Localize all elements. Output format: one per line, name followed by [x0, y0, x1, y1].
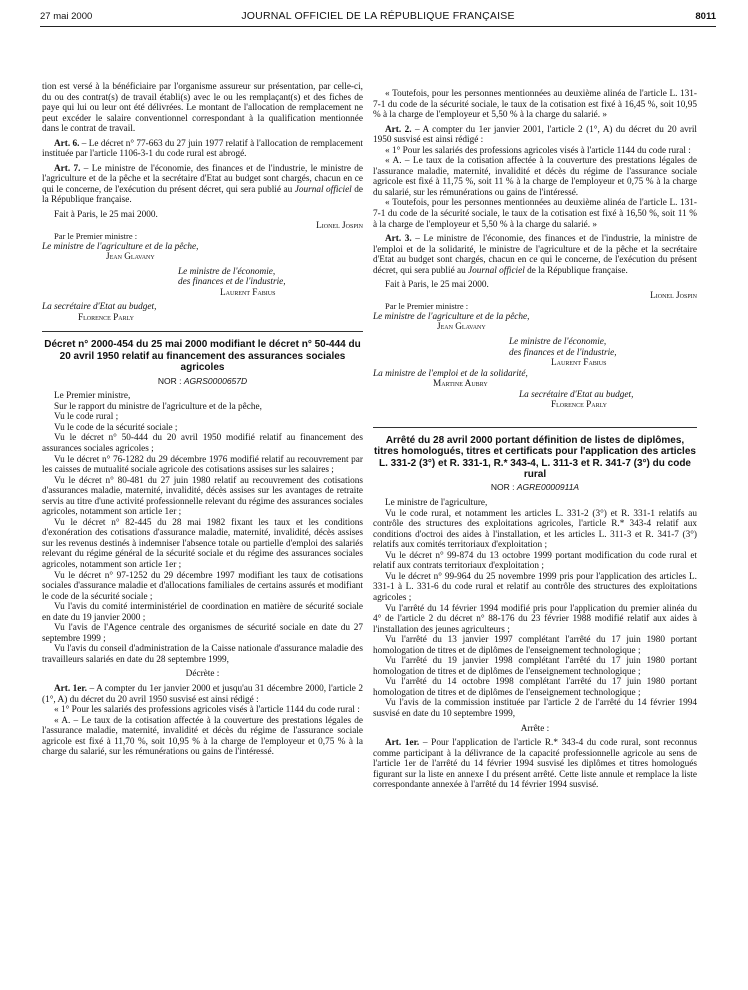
preamble-line: Vu l'avis de la commission instituée par l'article 2 de l'arrêté du 14 février 1994 susvisé en date du 10 septembre 1999,	[373, 698, 697, 719]
fait-a-paris: Fait à Paris, le 25 mai 2000.	[54, 210, 158, 221]
preamble-line: Vu l'arrêté du 14 février 1994 modifié pris pour l'application du premier alinéa du 4° de l'article 2 du décret n° 88-176 du 23 février 1988 modifié relatif aux aides à l'installation des jeunes agriculteurs ;	[373, 603, 697, 635]
signatory-title: Le ministre de l'agriculture et de la pêche,	[373, 311, 530, 322]
preamble-line: Vu le décret n° 50-444 du 20 avril 1950 modifié relatif au financement des assurances sociales agricoles ;	[42, 433, 363, 454]
arrete-heading: Arrête :	[520, 723, 550, 734]
signature-name: Florence Parly	[551, 400, 607, 411]
preamble-line: Vu l'avis du conseil d'administration de la Caisse nationale d'assurance maladie des travailleurs salariés en date du 28 septembre 1999,	[42, 644, 363, 665]
signatory-title: La secrétaire d'Etat au budget,	[519, 389, 634, 400]
article-1: Art. 1er. – A compter du 1er janvier 2000 et jusqu'au 31 décembre 2000, l'article 2 (1°, A) du décret du 20 avril 1950 susvisé est ainsi rédigé :	[42, 684, 363, 705]
signature-name: Florence Parly	[78, 312, 134, 323]
preamble-line: Vu le décret n° 82-445 du 28 mai 1982 fixant les taux et les conditions d'exonération des cotisations d'assurance maladie, maternité, invalidité, décès assises sur les revenus destinés à indemniser l'absence totale ou partielle d'emploi des salariés relevant du régime général de la sécurité sociale et du régime des assurances sociales agricoles, notamment son article 1er ;	[42, 517, 363, 570]
preamble-line: Vu l'avis de l'Agence centrale des organismes de sécurité sociale en date du 27 septembre 1999 ;	[42, 623, 363, 644]
preamble-line: Vu le code de la sécurité sociale ;	[54, 422, 178, 433]
article-7: Art. 7. – Le ministre de l'économie, des finances et de l'industrie, le ministre de l'agriculture et de la pêche et la secrétaire d'Etat au budget sont chargés, chacun en ce qui le concerne, de l'exécution du présent décret, qui sera publié au Journal officiel de la République française.	[42, 163, 363, 206]
preamble-line: Sur le rapport du ministre de l'agriculture et de la pêche,	[54, 401, 262, 412]
article-3: Art. 3. – Le ministre de l'économie, des finances et de l'industrie, la ministre de l'emploi et de la solidarité, le ministre de l'agriculture et de la pêche et la secrétaire d'Etat au budget sont chargés, chacun en ce qui le concerne, de l'exécution du présent décret, qui sera publié au Journal officiel de la République française.	[373, 234, 697, 276]
preamble-line: Vu le code rural, et notamment les articles L. 331-2 (3°) et R. 331-1 relatifs au contrôle des structures des exploitations agricoles, l'article R.* 343-4 relatif aux conditions d'octroi des aides à l'installation, et les articles L. 311-3 et R. 341-7 (3°) relatifs aux comités territoriaux d'exploitation ;	[373, 508, 697, 551]
preamble-line: Vu le décret n° 97-1252 du 29 décembre 1997 modifiant les taux de cotisations sociales d'assurance maladie et d'allocations familiales de certains assurés et modifiant le code de la sécurité sociale ;	[42, 570, 363, 602]
fait-a-paris: Fait à Paris, le 25 mai 2000.	[385, 280, 489, 291]
article-label: Art. 6.	[54, 138, 80, 149]
preamble-line: Vu le décret n° 76-1282 du 29 décembre 1976 modifié relatif au recouvrement par les caisses de mutualité sociale agricole des cotisations assises sur les salaires ;	[42, 454, 363, 476]
page-number: 8011	[695, 11, 716, 22]
decrete-heading: Décrète :	[185, 669, 220, 680]
section-divider	[42, 331, 363, 332]
article-label: Art. 7.	[54, 163, 81, 174]
signature-name: Lionel Jospin	[316, 220, 363, 231]
signature-by: Par le Premier ministre :	[385, 301, 469, 312]
preamble-line: Vu le décret n° 80-481 du 27 juin 1980 relatif au recouvrement des cotisations d'assurances maladie, maternité, invalidité, décès assises sur les avantages de retraite servis au titre d'une activité professionnelle relevant du régime des assurances sociales agricoles, notamment son article 1er ;	[42, 475, 363, 518]
signature-name: Jean Glavany	[106, 252, 155, 263]
decree-title: Décret n° 2000-454 du 25 mai 2000 modifiant le décret n° 50-444 du 20 avril 1950 relatif au financement des assurances sociales agricoles	[44, 339, 361, 374]
signatory-title: Le ministre de l'économie,	[509, 337, 607, 348]
preamble-line: Vu l'arrêté du 19 janvier 1998 complétant l'arrêté du 17 juin 1980 portant homologation de titres et de diplômes de l'enseignement technologique ;	[373, 656, 697, 677]
quoted-paragraph: « Toutefois, pour les personnes mentionnées au deuxième alinéa de l'article L. 131-7-1 du code de la sécurité sociale, le taux de la cotisation est fixé à 16,45 %, soit 10,95 % à la charge de l'employeur et 5,50 % à la charge du salarié. »	[373, 89, 697, 121]
preamble-line: Le ministre de l'agriculture,	[385, 498, 488, 509]
article-label: Art. 3.	[385, 234, 412, 245]
section-divider	[373, 427, 697, 428]
signatory-title: Le ministre de l'économie,	[178, 266, 276, 277]
preamble-line: Le Premier ministre,	[54, 391, 131, 402]
quoted-paragraph: « A. – Le taux de la cotisation affectée à la couverture des prestations légales de l'assurance maladie, maternité, invalidité et décès du régime de l'assurance sociale agricole est fixé à 11,75 %, soit 11 % à la charge de l'employeur et 0,75 % à la charge du salarié, sur les rémunérations ou gains de l'intéressé.	[373, 156, 697, 198]
article-label: Art. 1er.	[385, 738, 420, 749]
signature-name: Laurent Fabius	[220, 287, 276, 298]
article-label: Art. 2.	[385, 124, 412, 135]
signature-name: Martine Aubry	[433, 379, 488, 390]
signatory-title: La ministre de l'emploi et de la solidarité,	[373, 368, 528, 379]
quoted-paragraph: « Toutefois, pour les personnes mentionnées au deuxième alinéa de l'article L. 131-7-1 du code de la sécurité sociale, le taux de la cotisation est fixé à 16,50 %, soit 11 % à la charge de l'employeur et 5,50 % à la charge du salarié. »	[373, 198, 697, 230]
preamble-line: Vu l'arrêté du 14 octobre 1998 complétant l'arrêté du 17 juin 1980 portant homologation de titres et de diplômes de l'enseignement technologique ;	[373, 677, 697, 698]
right-column	[373, 89, 697, 791]
signature-name: Lionel Jospin	[650, 290, 697, 301]
signatory-title: des finances et de l'industrie,	[178, 277, 286, 288]
header-date: 27 mai 2000	[40, 11, 93, 22]
quoted-paragraph: « A. – Le taux de la cotisation affectée à la couverture des prestations légales de l'assurance maladie, maternité, invalidité et décès du régime de l'assurance sociale agricole est fixé à 11,70 %, soit 10,95 % à la charge de l'employeur et 0,75 % à la charge du salarié, sur les rémunérations ou gains de l'intéressé.	[42, 715, 363, 758]
journal-title: JOURNAL OFFICIEL DE LA RÉPUBLIQUE FRANÇAISE	[241, 10, 515, 22]
article-6: Art. 6. – Le décret n° 77-663 du 27 juin 1977 relatif à l'allocation de remplacement instituée par l'article 1106-3-1 du code rural est abrogé.	[42, 138, 363, 160]
nor-reference: NOR : AGRE0000911A	[490, 482, 580, 493]
nor-reference: NOR : AGRS0000657D	[157, 375, 248, 386]
signatory-title: Le ministre de l'agriculture et de la pêche,	[42, 241, 199, 252]
preamble-line: Vu le décret n° 99-964 du 25 novembre 1999 pris pour l'application des articles L. 331-1 à L. 331-6 du code rural et relatif au contrôle des structures des exploitations agricoles ;	[373, 571, 697, 603]
signatory-title: des finances et de l'industrie,	[509, 347, 617, 358]
article-2: Art. 2. – A compter du 1er janvier 2001, l'article 2 (1°, A) du décret du 20 avril 1950 susvisé est ainsi rédigé :	[373, 124, 697, 146]
article-1: Art. 1er. – Pour l'application de l'article R.* 343-4 du code rural, sont reconnus comme participant à la délivrance de la capacité professionnelle agricole au sens de l'article 1er de l'arrêté du 14 février 1994 susvisé les diplômes et titres homologués figurant sur la liste en annexe I du présent arrêté. Cette liste annule et remplace la liste correspondante annexée à l'arrêté du 14 février 1994 susvisé.	[373, 738, 697, 791]
article-label: Art. 1er.	[54, 684, 87, 695]
preamble-line: Vu le code rural ;	[54, 412, 119, 423]
paragraph: tion est versé à la bénéficiaire par l'organisme assureur sur présentation, par celle-ci, du ou des contrat(s) de travail établi(s) avec le ou les remplaçant(s) et des fiches de paye qui lui ou leur ont été délivrées. Le montant de l'allocation de remplacement ne peut excéder le salaire conventionnel correspondant à la qualification mentionnée dans le contrat de travail.	[42, 82, 363, 135]
running-header	[40, 9, 716, 25]
quoted-paragraph: « 1° Pour les salariés des professions agricoles visés à l'article 1144 du code rural :	[385, 145, 691, 156]
quoted-paragraph: « 1° Pour les salariés des professions agricoles visés à l'article 1144 du code rural :	[54, 705, 360, 716]
left-column	[42, 82, 363, 758]
header-rule	[40, 26, 716, 27]
signature-by: Par le Premier ministre :	[54, 231, 138, 242]
signatory-title: La secrétaire d'Etat au budget,	[42, 302, 157, 313]
preamble-line: Vu l'arrêté du 13 janvier 1997 complétant l'arrêté du 17 juin 1980 portant homologation de titres et de diplômes de l'enseignement technologique ;	[373, 635, 697, 656]
preamble-line: Vu le décret n° 99-874 du 13 octobre 1999 portant modification du code rural et relatif aux contrats territoriaux d'exploitation ;	[373, 550, 697, 572]
arrete-title: Arrêté du 28 avril 2000 portant définition de listes de diplômes, titres homologués, titres et certificats pour l'application des articles L. 331-2 (3°) et R. 331-1, R.* 343-4, L. 311-3 et R. 341-7 (3°) du code rural	[374, 434, 696, 481]
signature-name: Jean Glavany	[437, 322, 486, 333]
preamble-line: Vu l'avis du comité interministériel de coordination en matière de sécurité sociale en date du 19 janvier 2000 ;	[42, 602, 363, 623]
signature-name: Laurent Fabius	[551, 358, 607, 369]
